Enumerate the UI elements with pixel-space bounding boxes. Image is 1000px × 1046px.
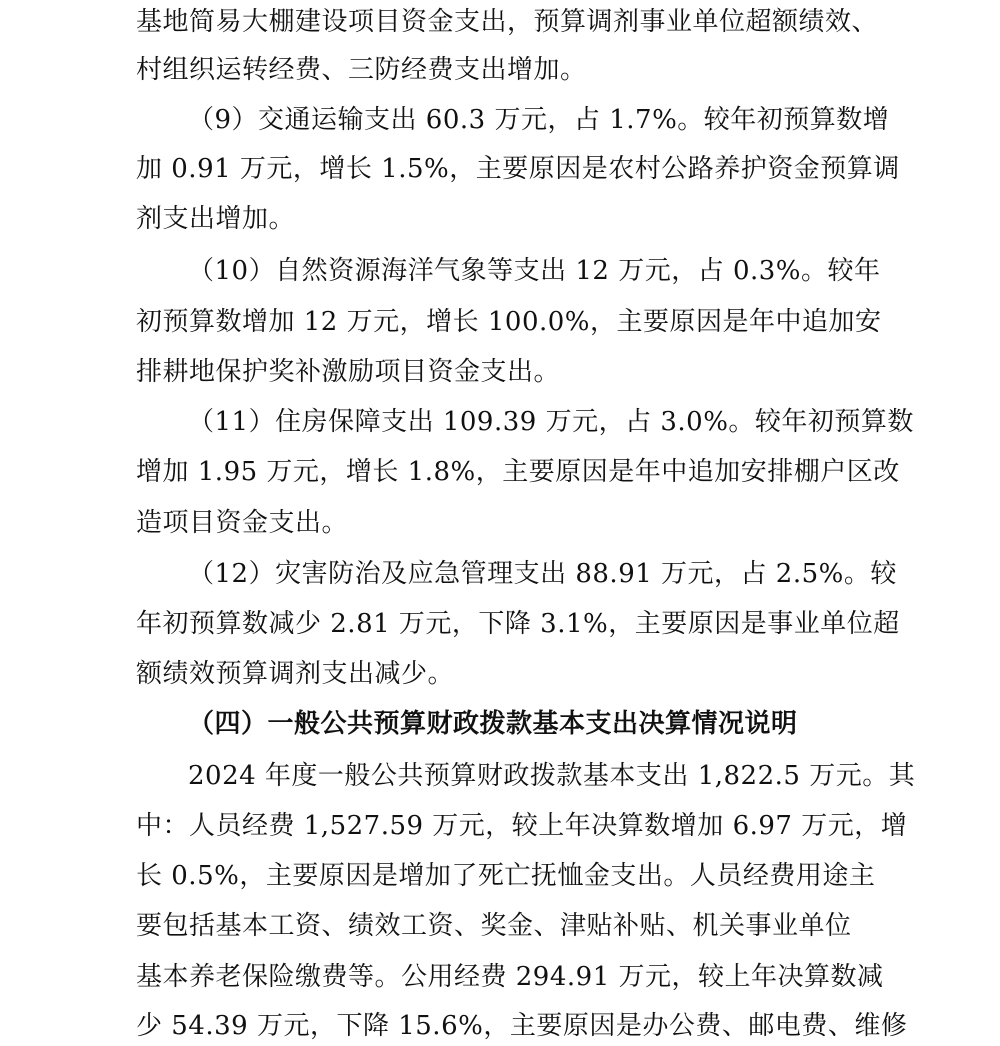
text-line: 年初预算数减少 2.81 万元，下降 3.1%，主要原因是事业单位超 bbox=[136, 609, 900, 639]
text-line: 排耕地保护奖补激励项目资金支出。 bbox=[136, 357, 561, 387]
text-line: （12）灾害防治及应急管理支出 88.91 万元，占 2.5%。较 bbox=[188, 559, 897, 589]
text-line: （10）自然资源海洋气象等支出 12 万元，占 0.3%。较年 bbox=[188, 256, 881, 286]
text-line: 初预算数增加 12 万元，增长 100.0%，主要原因是年中追加安 bbox=[136, 307, 882, 337]
text-line: 少 54.39 万元，下降 15.6%，主要原因是办公费、邮电费、维修 bbox=[136, 1011, 908, 1041]
text-line: 要包括基本工资、绩效工资、奖金、津贴补贴、机关事业单位 bbox=[136, 911, 852, 941]
text-line: 额绩效预算调剂支出减少。 bbox=[136, 659, 455, 689]
text-line: （9）交通运输支出 60.3 万元，占 1.7%。较年初预算数增 bbox=[188, 105, 890, 135]
text-line: 基地简易大棚建设项目资金支出，预算调剂事业单位超额绩效、 bbox=[136, 7, 879, 37]
text-line: 造项目资金支出。 bbox=[136, 508, 349, 538]
text-line: 增加 1.95 万元，增长 1.8%，主要原因是年中追加安排棚户区改 bbox=[136, 457, 900, 487]
text-line: 长 0.5%，主要原因是增加了死亡抚恤金支出。人员经费用途主 bbox=[136, 861, 876, 891]
text-line: 2024 年度一般公共预算财政拨款基本支出 1,822.5 万元。其 bbox=[188, 761, 916, 791]
text-line: 村组织运转经费、三防经费支出增加。 bbox=[136, 55, 587, 85]
text-line: 加 0.91 万元，增长 1.5%，主要原因是农村公路养护资金预算调 bbox=[136, 154, 900, 184]
text-line: 中：人员经费 1,527.59 万元，较上年决算数增加 6.97 万元，增 bbox=[136, 811, 908, 841]
text-line: 剂支出增加。 bbox=[136, 204, 296, 234]
text-line: 基本养老保险缴费等。公用经费 294.91 万元，较上年决算数减 bbox=[136, 962, 884, 992]
section-heading: （四）一般公共预算财政拨款基本支出决算情况说明 bbox=[188, 709, 798, 739]
text-line: （11）住房保障支出 109.39 万元，占 3.0%。较年初预算数 bbox=[188, 407, 914, 437]
